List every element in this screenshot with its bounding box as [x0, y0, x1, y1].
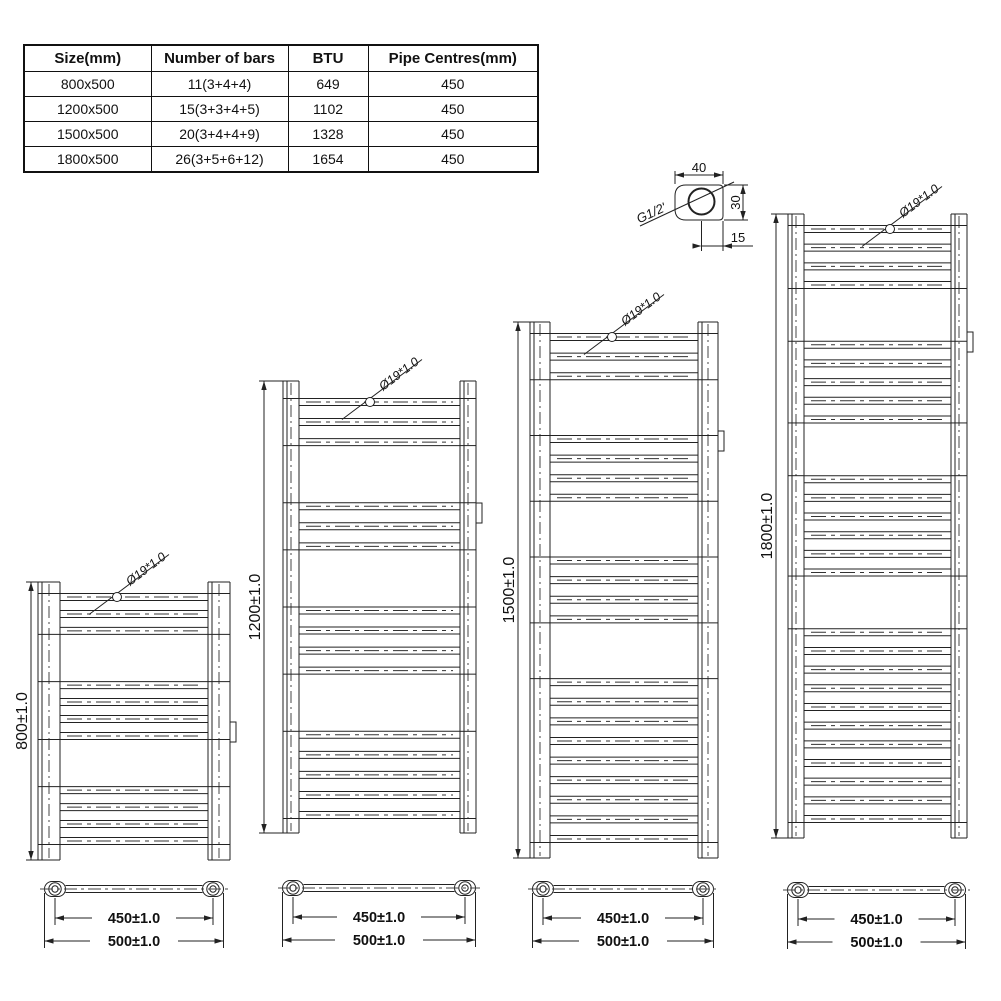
towel-bars-1500 [550, 334, 698, 843]
fitting-height-dimension [724, 185, 748, 220]
bottom-view-4 [783, 883, 970, 952]
fitting-offset-dimension [693, 221, 754, 251]
thread-size-label: G1/2' [634, 199, 669, 227]
overall-width-label: 500±1.0 [107, 934, 161, 950]
cell-bars: 26(3+5+6+12) [151, 147, 288, 173]
height-dimension-1500 [501, 322, 530, 858]
wall-bracket-1200 [476, 503, 482, 523]
cell-bars: 11(3+4+4) [151, 72, 288, 97]
height-dimension-1200 [247, 381, 283, 833]
bar-diameter-callout-1800 [862, 182, 942, 247]
col-header-pipe-centres: Pipe Centres(mm) [368, 45, 538, 72]
bottom-view-3 [528, 882, 718, 951]
radiator-drawing-1200 [247, 355, 482, 833]
cell-btu: 1328 [288, 122, 368, 147]
bar-diameter-label-1200: Ø19*1.0 [376, 354, 422, 394]
callout-marker-circle [366, 398, 375, 407]
cell-pipe-centres: 450 [368, 147, 538, 173]
pipe-centres-dimension-2 [293, 897, 465, 926]
cell-size: 1800x500 [24, 147, 151, 173]
bottom-view-2 [278, 881, 480, 950]
bottom-view-1 [40, 882, 228, 951]
cell-pipe-centres: 450 [368, 72, 538, 97]
cell-btu: 1654 [288, 147, 368, 173]
pipe-centres-label: 450±1.0 [596, 911, 650, 927]
fitting-height-label: 30 [728, 195, 743, 210]
cell-btu: 1102 [288, 97, 368, 122]
pipe-centres-dimension-1 [55, 898, 213, 927]
height-dimension-label-1200: 1200±1.0 [247, 573, 264, 641]
bar-diameter-label-1500: Ø19*1.0 [618, 289, 664, 329]
height-dimension-label-1500: 1500±1.0 [501, 556, 518, 624]
pipe-centres-label: 450±1.0 [352, 910, 406, 926]
fitting-width-dimension [675, 160, 723, 184]
height-dimension-1800 [759, 214, 788, 838]
bar-diameter-label-800: Ø19*1.0 [123, 549, 169, 589]
pipe-centres-dimension-4 [798, 899, 955, 928]
towel-bars-800 [60, 594, 208, 845]
bar-diameter-callout-800 [89, 550, 169, 615]
height-dimension-label-1800: 1800±1.0 [759, 492, 776, 560]
overall-width-label: 500±1.0 [850, 935, 903, 951]
height-dimension-800 [14, 582, 38, 860]
cell-size: 1200x500 [24, 97, 151, 122]
pipe-centres-dimension-3 [543, 898, 703, 927]
overall-width-label: 500±1.0 [596, 934, 650, 950]
col-header-number-of-bars: Number of bars [151, 45, 288, 72]
col-header-btu: BTU [288, 45, 368, 72]
cell-bars: 15(3+3+4+5) [151, 97, 288, 122]
overall-width-label: 500±1.0 [352, 933, 406, 949]
cell-pipe-centres: 450 [368, 122, 538, 147]
col-header-size: Size(mm) [24, 45, 151, 72]
cell-size: 1500x500 [24, 122, 151, 147]
cell-size: 800x500 [24, 72, 151, 97]
callout-marker-circle [608, 333, 617, 342]
fitting-detail [634, 160, 753, 251]
radiator-drawing-1500 [501, 290, 724, 858]
radiator-drawing-800 [14, 550, 236, 860]
callout-marker-circle [113, 593, 122, 602]
bar-diameter-callout-1200 [342, 355, 422, 420]
bar-diameter-label-1800: Ø19*1.0 [896, 181, 942, 221]
towel-bars-1800 [804, 226, 951, 823]
fitting-width-label: 40 [691, 160, 707, 175]
wall-bracket-1500 [718, 431, 724, 451]
radiator-drawing-1800 [759, 182, 973, 838]
fitting-offset-label: 15 [730, 230, 746, 245]
cell-pipe-centres: 450 [368, 97, 538, 122]
bar-diameter-callout-1500 [584, 290, 664, 355]
wall-bracket-1800 [967, 332, 973, 352]
towel-bars-1200 [299, 399, 460, 819]
pipe-centres-label: 450±1.0 [107, 911, 161, 927]
cell-btu: 649 [288, 72, 368, 97]
callout-marker-circle [886, 225, 895, 234]
height-dimension-label-800: 800±1.0 [14, 692, 31, 750]
cell-bars: 20(3+4+4+9) [151, 122, 288, 147]
wall-bracket-800 [230, 722, 236, 742]
pipe-centres-label: 450±1.0 [850, 912, 903, 928]
